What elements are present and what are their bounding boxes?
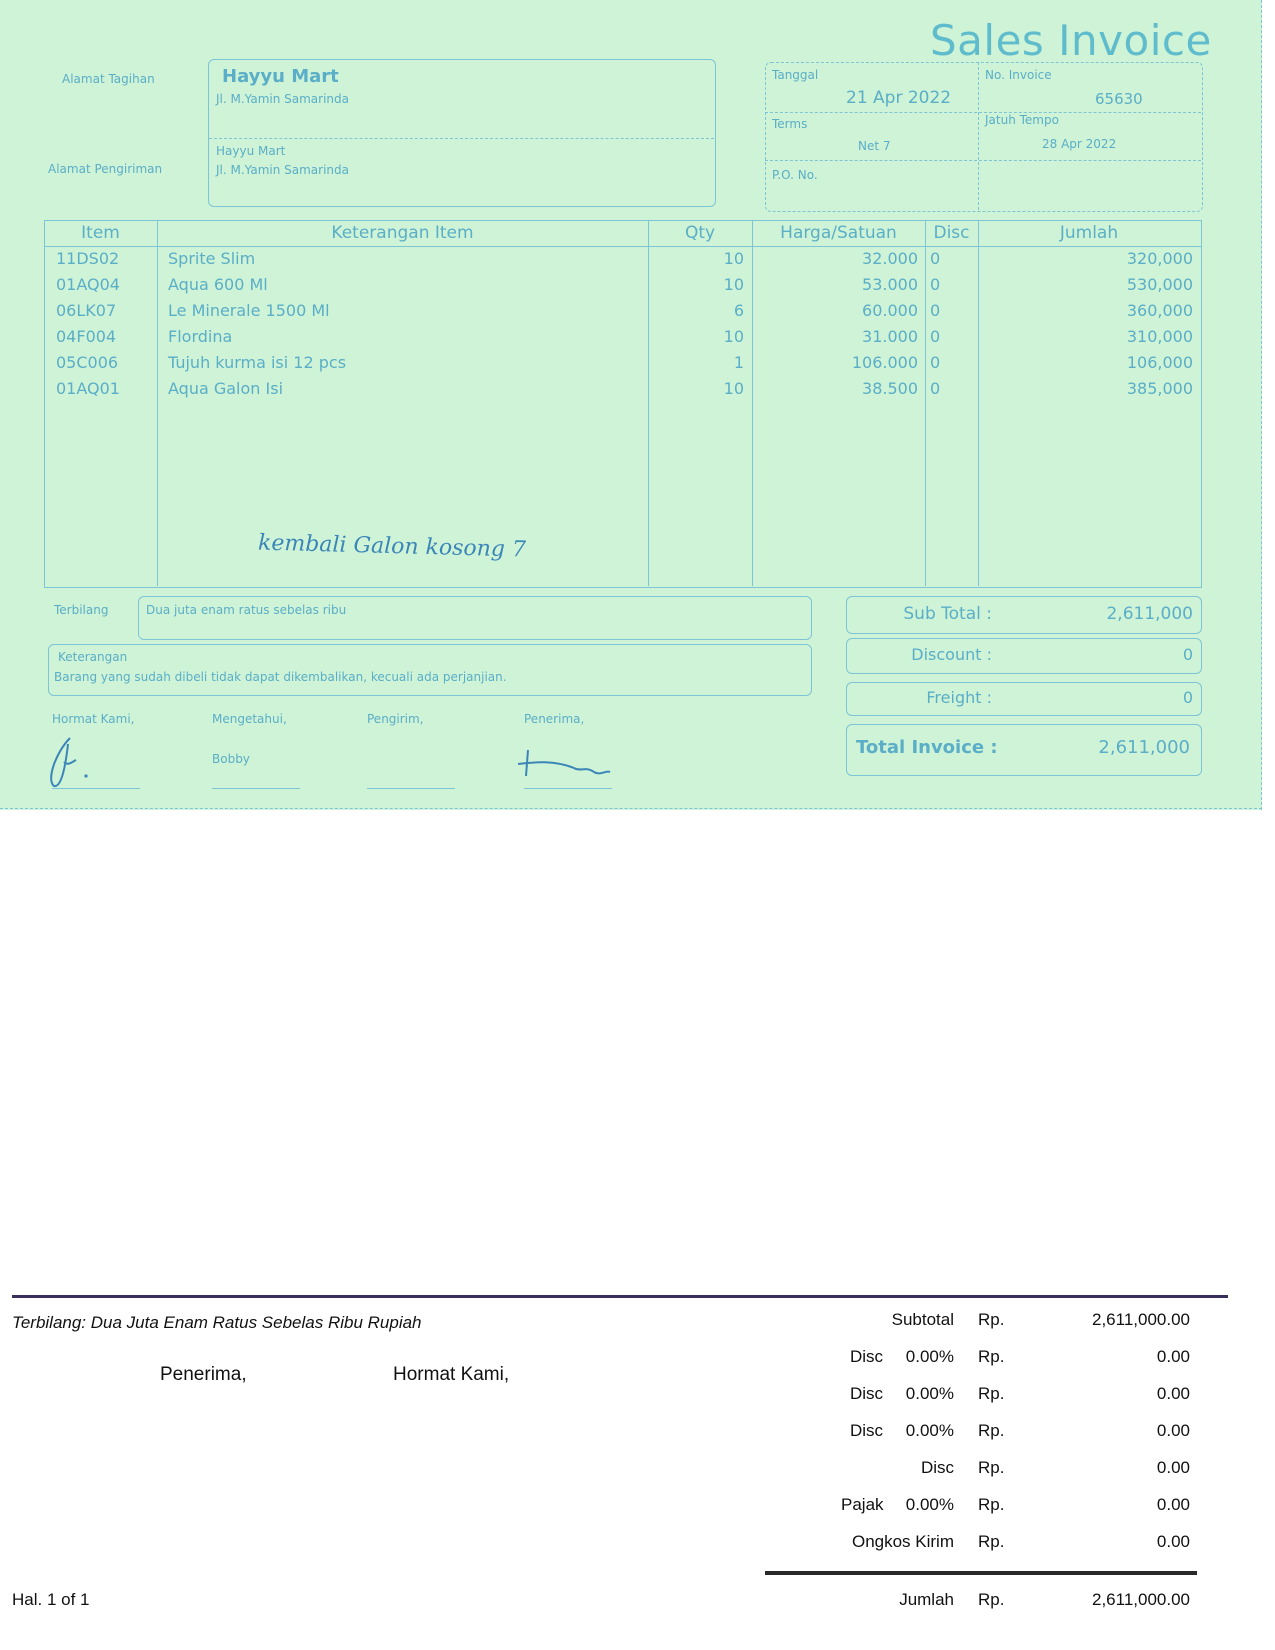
row-item-code: 01AQ04 [56,275,120,294]
summary-label: Disc [920,1458,954,1477]
shipping-name: Hayyu Mart [216,144,286,158]
meta-divider-2 [765,160,1201,161]
summary-label: Subtotal [891,1310,954,1329]
jumlah-value: 2,611,000.00 [1092,1590,1190,1609]
billing-label: Alamat Tagihan [62,72,155,86]
col-header-desc: Keterangan Item [331,223,474,243]
row-item-code: 01AQ01 [56,379,120,398]
col-header-item: Item [81,223,120,243]
sig-penerima-label: Penerima, [524,712,585,726]
discount-label: Discount : [911,645,992,664]
meta-divider-1 [765,112,1201,113]
row-item-code: 06LK07 [56,301,117,320]
summary-label: Disc [850,1384,884,1403]
sig-line [212,788,300,789]
invoice-number: 65630 [1095,90,1143,108]
due-date-label: Jatuh Tempo [985,113,1059,127]
row-item-code: 05C006 [56,353,119,372]
discount-value: 0 [1182,645,1193,664]
shipping-label: Alamat Pengiriman [48,162,163,176]
subtotal-label: Sub Total : [903,604,992,624]
summary-value: 2,611,000.00 [1092,1310,1190,1329]
po-label: P.O. No. [772,168,818,182]
footer-penerima: Penerima, [160,1364,247,1385]
summary-value: 0.00 [1156,1532,1190,1551]
row-amount: 310,000 [1126,327,1193,346]
summary-value: 0.00 [1156,1421,1190,1440]
handwritten-note: kembali Galon kosong 7 [257,530,527,563]
freight-label: Freight : [926,688,992,707]
summary-currency: Rp. [978,1384,1005,1403]
col-header-amount: Jumlah [1059,223,1119,243]
meta-divider-v [978,62,979,210]
jumlah-label: Jumlah [899,1590,954,1609]
footer-hormat: Hormat Kami, [393,1364,510,1385]
row-price: 38.500 [862,379,918,398]
row-description: Sprite Slim [168,249,256,268]
row-price: 106.000 [851,353,918,372]
summary-pct: 0.00% [905,1347,954,1366]
row-description: Aqua Galon Isi [168,379,284,398]
signature-hormat-scribble [42,732,102,792]
total-invoice-label: Total Invoice : [856,737,998,758]
due-date: 28 Apr 2022 [1042,137,1117,151]
row-amount: 385,000 [1126,379,1193,398]
summary-label: Disc [850,1421,884,1440]
invoice-date: 21 Apr 2022 [846,88,952,108]
summary-pct: 0.00% [905,1495,954,1514]
row-disc: 0 [930,353,941,372]
row-disc: 0 [930,275,941,294]
billing-name: Hayyu Mart [222,66,339,87]
summary-currency: Rp. [978,1532,1005,1551]
summary-currency: Rp. [978,1310,1005,1329]
col-sep [157,220,158,586]
invoice-meta-box [765,62,1203,212]
date-label: Tanggal [772,68,819,82]
terbilang-text: Dua juta enam ratus sebelas ribu [146,603,347,617]
slip-right-edge [1261,0,1262,810]
summary-label: Disc [850,1347,884,1366]
row-description: Le Minerale 1500 Ml [168,301,330,320]
summary-currency: Rp. [978,1347,1005,1366]
address-divider [209,138,714,139]
footer-rule [12,1295,1228,1298]
summary-pct: 0.00% [905,1384,954,1403]
terms-label: Terms [772,117,808,131]
row-qty: 6 [733,301,744,320]
terms-value: Net 7 [858,139,891,153]
keterangan-text: Barang yang sudah dibeli tidak dapat dikembalikan, kecuali ada perjanjian. [54,670,507,684]
shipping-address: Jl. M.Yamin Samarinda [216,163,350,177]
summary-value: 0.00 [1156,1458,1190,1477]
row-disc: 0 [930,249,941,268]
row-item-code: 04F004 [56,327,117,346]
summary-currency: Rp. [978,1421,1005,1440]
sales-invoice-slip [0,0,1262,810]
sig-hormat-label: Hormat Kami, [52,712,135,726]
summary-value: 0.00 [1156,1384,1190,1403]
row-amount: 320,000 [1126,249,1193,268]
invoice-title: Sales Invoice [930,16,1212,65]
slip-bottom-edge [0,808,1262,809]
row-price: 53.000 [862,275,918,294]
footer-terbilang: Terbilang: Dua Juta Enam Ratus Sebelas Ribu Rupiah [12,1313,422,1332]
row-qty: 10 [723,275,744,294]
summary-value: 0.00 [1156,1347,1190,1366]
summary-value: 0.00 [1156,1495,1190,1514]
col-sep [752,220,753,586]
jumlah-currency: Rp. [978,1590,1005,1609]
row-price: 60.000 [862,301,918,320]
col-header-price: Harga/Satuan [780,223,897,243]
sig-line [367,788,455,789]
signature-penerima-scribble [514,742,614,782]
row-price: 31.000 [862,327,918,346]
billing-address: Jl. M.Yamin Samarinda [216,92,350,106]
summary-label: Pajak [841,1495,884,1514]
row-qty: 10 [723,379,744,398]
sig-pengirim-label: Pengirim, [367,712,424,726]
sig-mengetahui-name: Bobby [212,752,250,766]
row-description: Flordina [168,327,233,346]
subtotal-value: 2,611,000 [1106,604,1193,624]
row-disc: 0 [930,327,941,346]
freight-value: 0 [1182,688,1193,707]
row-qty: 10 [723,249,744,268]
total-invoice-value: 2,611,000 [1098,737,1190,758]
page-number: Hal. 1 of 1 [12,1590,90,1609]
sig-line [524,788,612,789]
summary-currency: Rp. [978,1495,1005,1514]
summary-label: Ongkos Kirim [851,1532,954,1551]
col-sep [925,220,926,586]
row-amount: 360,000 [1126,301,1193,320]
col-header-disc: Disc [933,223,970,243]
row-disc: 0 [930,301,941,320]
table-header-rule [44,246,1201,247]
row-qty: 1 [733,353,744,372]
total-rule [765,1571,1197,1575]
terbilang-label: Terbilang [54,603,109,617]
row-description: Tujuh kurma isi 12 pcs [168,353,347,372]
col-sep [978,220,979,586]
row-price: 32.000 [862,249,918,268]
row-description: Aqua 600 Ml [168,275,268,294]
invoice-no-label: No. Invoice [985,68,1052,82]
row-item-code: 11DS02 [56,249,120,268]
summary-currency: Rp. [978,1458,1005,1477]
col-sep [648,220,649,586]
sig-mengetahui-label: Mengetahui, [212,712,287,726]
row-disc: 0 [930,379,941,398]
row-amount: 106,000 [1126,353,1193,372]
row-qty: 10 [723,327,744,346]
keterangan-label: Keterangan [58,650,128,664]
summary-pct: 0.00% [905,1421,954,1440]
row-amount: 530,000 [1126,275,1193,294]
col-header-qty: Qty [684,223,716,243]
